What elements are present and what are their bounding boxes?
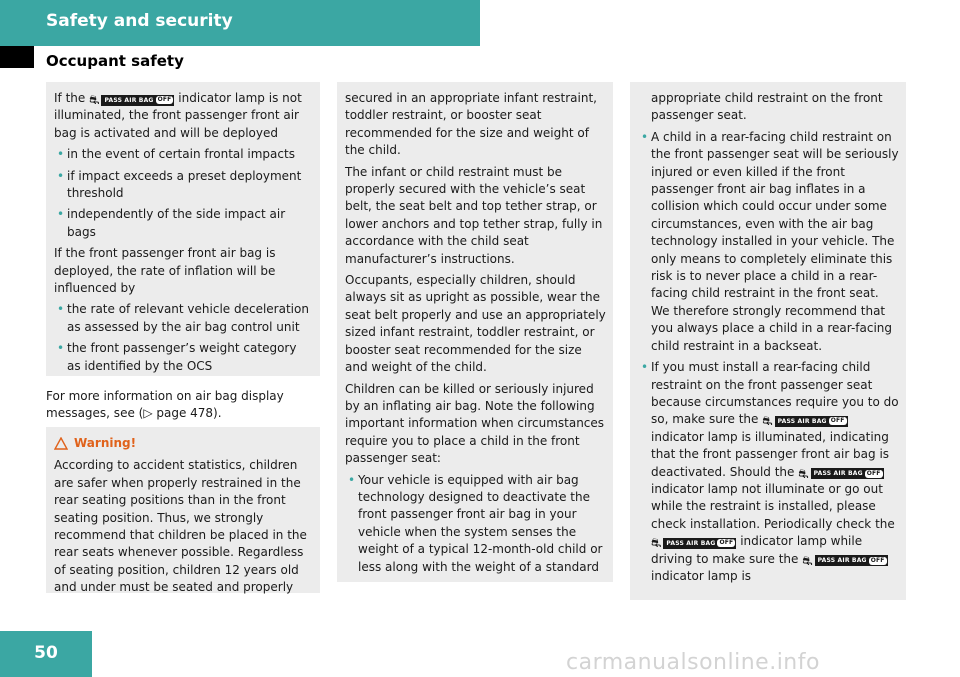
info-reference: For more information on air bag display messages, see (▷ page 478). bbox=[46, 389, 284, 421]
text: indicator lamp while driving to make sure the bbox=[651, 534, 863, 566]
list-item: • A child in a rear-facing child restraint on the front passenger seat will be seriously injured or even killed if the front passenger front air bag inflates in a collision which could occur under some circumstances, even with the air bag technology installed in your vehicle. The only means to completely eliminate this risk is to never place a child in a rear-facing child restraint in the front seat. We therefore strongly recommend that you always place a child in a rear-facing child restraint in a backseat. bbox=[638, 129, 899, 355]
pass-air-bag-badge: PASS AIR BAG OFF bbox=[811, 468, 884, 479]
child-seat-icon: ⛐ bbox=[762, 414, 773, 429]
paragraph: Children can be killed or seriously injured by an inflating air bag. Note the following important information when circumstances require you to place a child in the front passenger seat: bbox=[345, 381, 605, 466]
watermark: carmanualsonline.info bbox=[566, 650, 820, 675]
paragraph: appropriate child restraint on the front passenger seat. bbox=[651, 91, 883, 123]
pass-air-bag-badge: PASS AIR BAG OFF bbox=[775, 416, 848, 427]
list-item: • independently of the side impact air bags bbox=[54, 206, 313, 241]
list-item bbox=[638, 359, 899, 585]
child-seat-icon: ⛐ bbox=[651, 536, 662, 551]
paragraph: Occupants, especially children, should always sit as upright as possible, wear the seat belt properly and use an appropriately sized infant restraint, toddler restraint, or booster seat recommended for the size and weight of the child. bbox=[345, 273, 606, 375]
list-item: • the front passenger’s weight category as identified by the OCS bbox=[54, 340, 313, 375]
pass-air-bag-badge: PASS AIR BAG OFF bbox=[101, 95, 174, 106]
warning-title: Warning! bbox=[74, 436, 137, 450]
list-item: • in the event of certain frontal impacts bbox=[54, 146, 313, 163]
text: indicator lamp is not illuminated, the front passenger front air bag is activated and will be deployed bbox=[54, 91, 302, 140]
child-seat-icon: ⛐ bbox=[798, 466, 809, 481]
page-subtitle: Occupant safety bbox=[46, 52, 184, 70]
pass-air-bag-off-indicator bbox=[651, 537, 736, 549]
page-number-tab bbox=[0, 631, 92, 677]
list-item: • the rate of relevant vehicle deceleration as assessed by the air bag control unit bbox=[54, 301, 313, 336]
airbag-info-box bbox=[46, 82, 320, 376]
warning-continued-box-2 bbox=[630, 82, 906, 600]
child-seat-icon: ⛐ bbox=[802, 553, 813, 568]
text: indicator lamp not illuminate or go out while the restraint is installed, please check installation. Periodically check the bbox=[651, 481, 895, 531]
pass-air-bag-off-indicator bbox=[89, 94, 174, 106]
paragraph: secured in an appropriate infant restraint, toddler restraint, or booster seat recommended for the size and weight of the child. bbox=[345, 91, 597, 158]
pass-air-bag-off-indicator bbox=[762, 415, 847, 427]
list-item: • if impact exceeds a preset deployment threshold bbox=[54, 168, 313, 203]
warning-text: According to accident statistics, children are safer when properly restrained in the rear seating positions than in the front seating position. Thus, we strongly recommend that children be placed in the rear seats whenever possible. Regardless of seating position, children 12 years old and under must be seated and properly bbox=[54, 458, 307, 595]
paragraph: If the front passenger front air bag is deployed, the rate of inflation will be influenced by bbox=[54, 246, 276, 296]
pass-air-bag-off-indicator bbox=[798, 468, 883, 480]
pass-air-bag-off-indicator bbox=[802, 555, 887, 567]
pass-air-bag-badge: PASS AIR BAG OFF bbox=[663, 538, 736, 549]
warning-heading bbox=[54, 435, 313, 452]
text: If you must install a rear-facing child restraint on the front passenger seat because circumstances require you to do so, make sure the bbox=[651, 360, 899, 427]
paragraph: The infant or child restraint must be properly secured with the vehicle’s seat belt, the seat belt and top tether strap, or lower anchors and top tether strap, fully in accordance with the child seat manufacturer’s instructions. bbox=[345, 164, 603, 266]
warning-continued-box bbox=[337, 82, 613, 582]
section-title: Safety and security bbox=[46, 11, 233, 31]
text: indicator lamp is illuminated, indicating that the front passenger front air bag is deactivated. Should the bbox=[651, 429, 890, 479]
text: indicator lamp is bbox=[651, 568, 752, 583]
warning-triangle-icon bbox=[54, 437, 68, 450]
paragraph bbox=[54, 90, 313, 142]
child-seat-icon: ⛐ bbox=[89, 93, 100, 107]
text: If the bbox=[54, 91, 86, 105]
black-tab-marker bbox=[0, 46, 34, 68]
page-number: 50 bbox=[34, 643, 58, 663]
warning-box bbox=[46, 427, 320, 593]
pass-air-bag-badge: PASS AIR BAG OFF bbox=[815, 555, 888, 566]
list-item: • Your vehicle is equipped with air bag technology designed to deactivate the front passenger front air bag in your vehicle when the system senses the weight of a typical 12-month-old child or less along with the weight of a standard bbox=[345, 472, 606, 576]
